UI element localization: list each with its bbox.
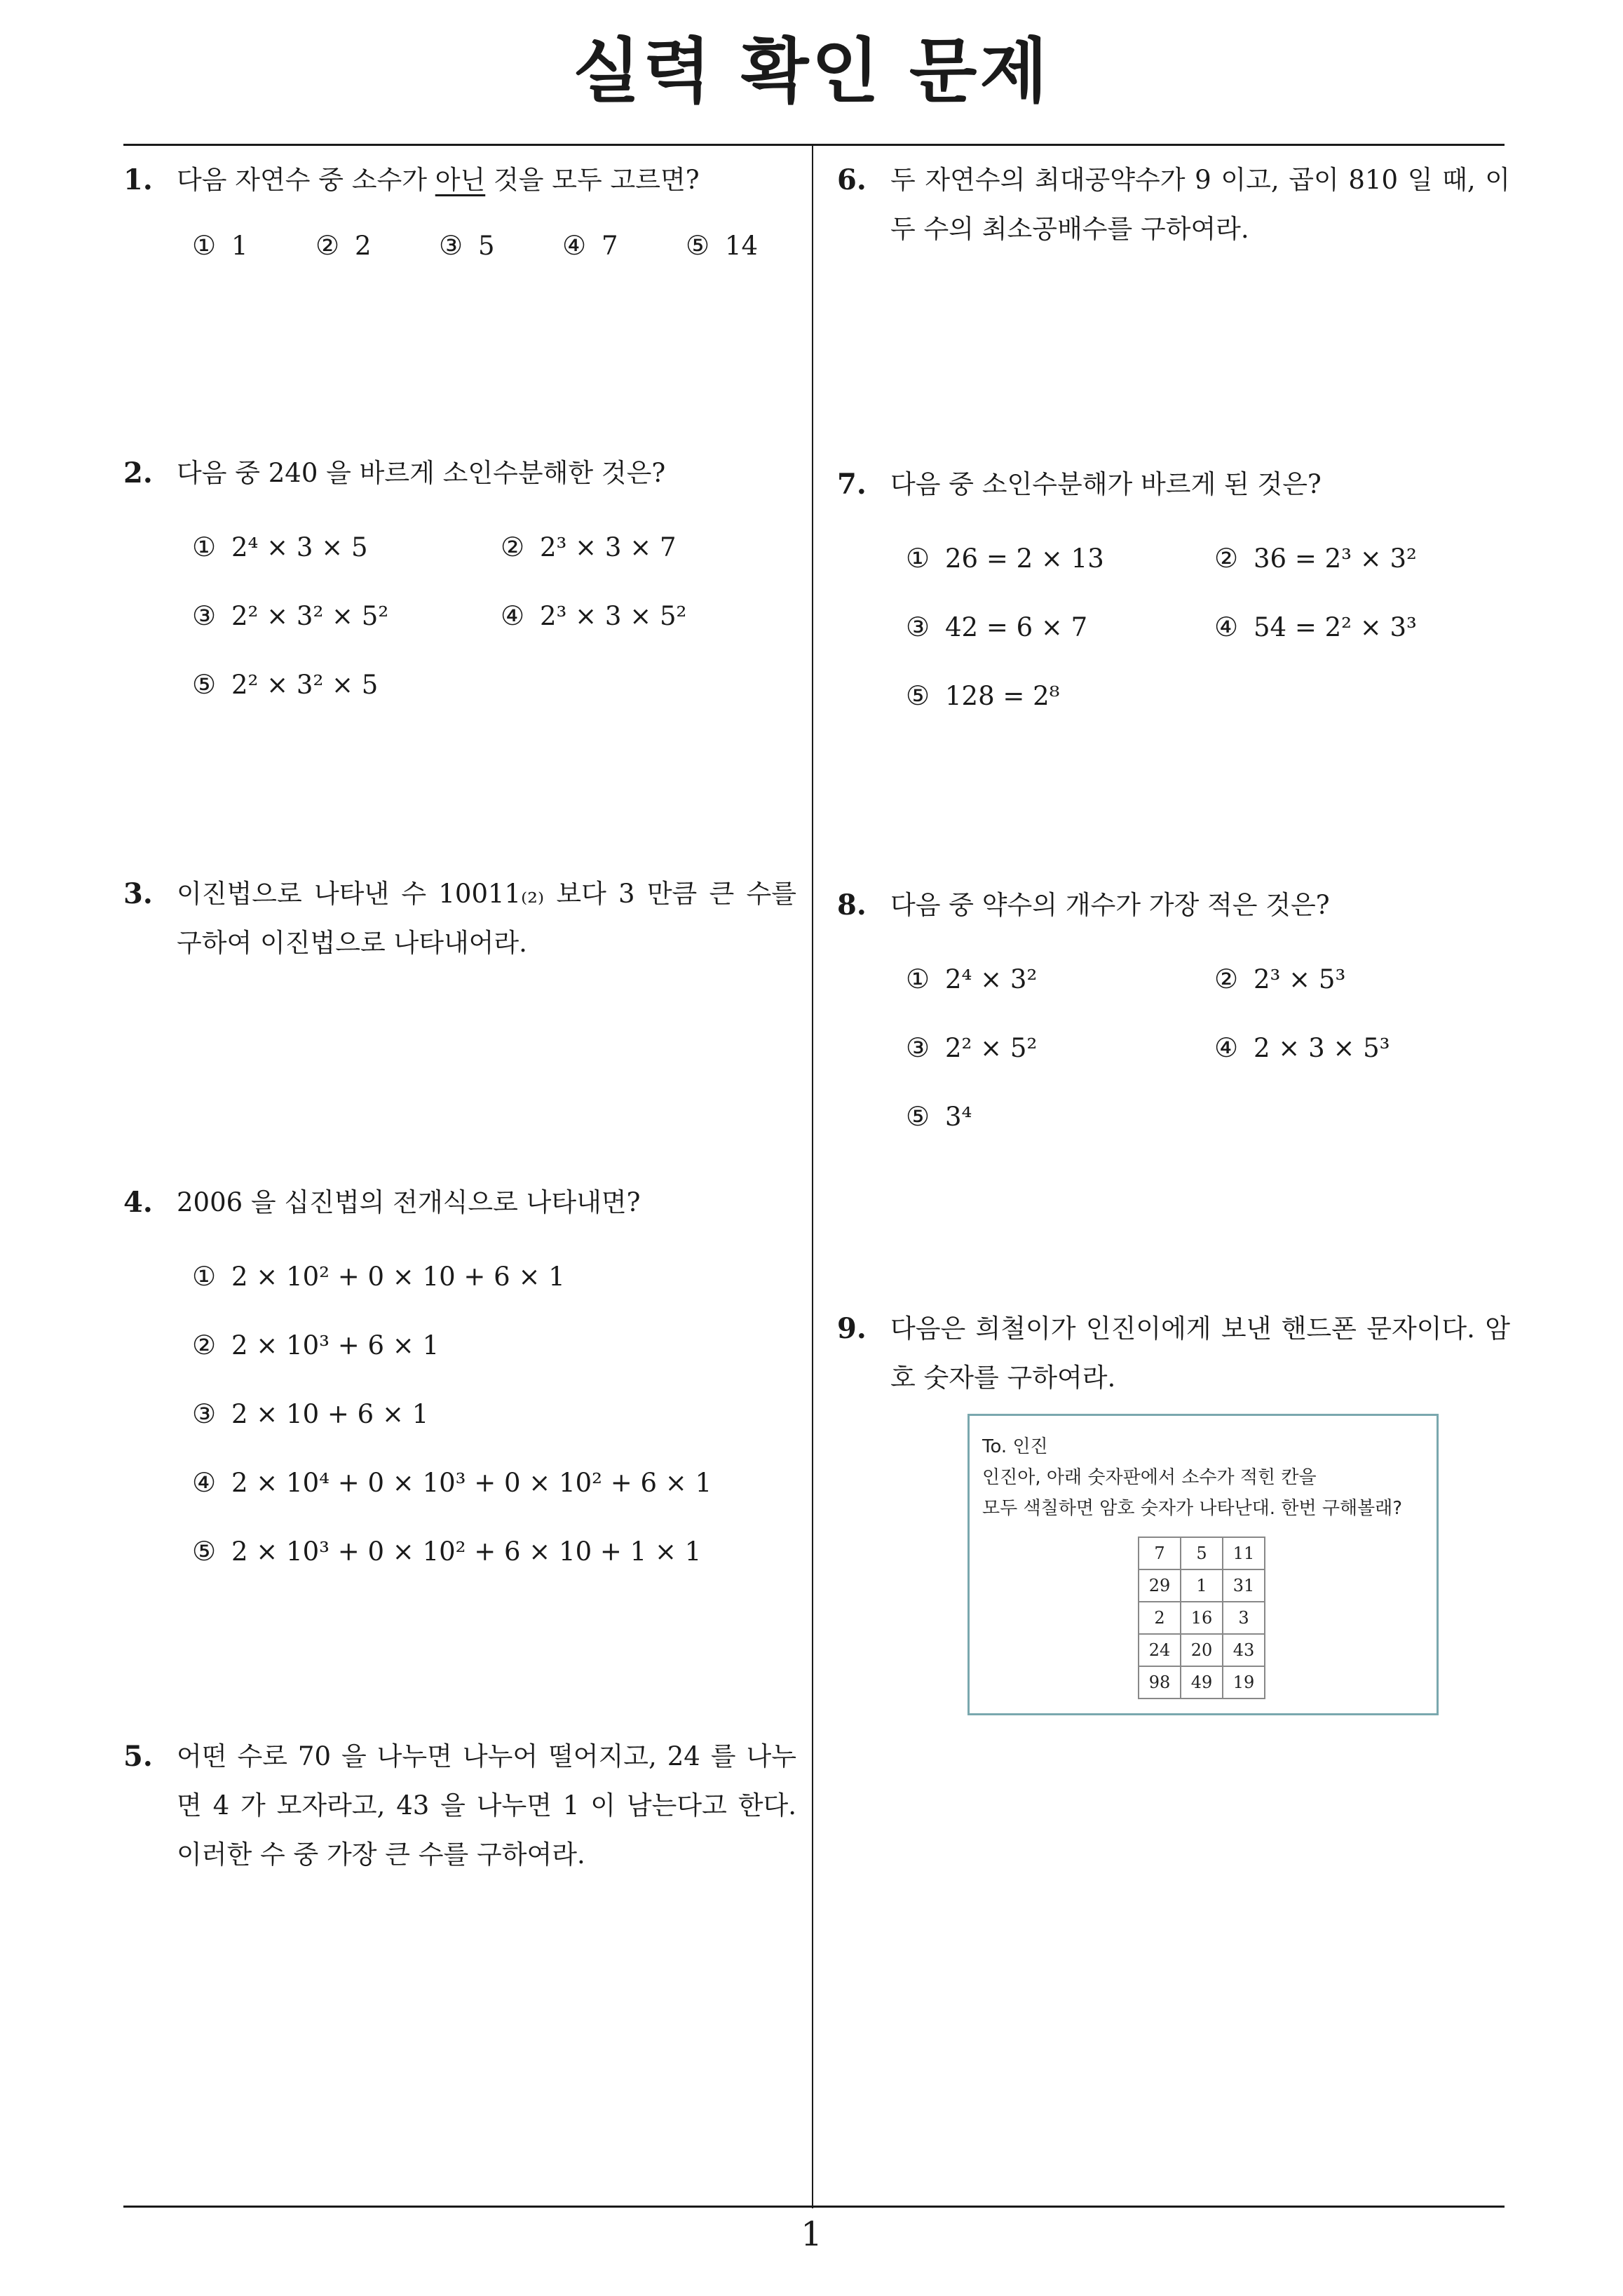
question-text: 다음 중 240 을 바르게 소인수분해한 것은? <box>177 458 666 488</box>
answer-option-2[interactable]: ② 2 <box>315 230 372 261</box>
question-text: 이진법으로 나타낸 수 10011₍₂₎ 보다 3 만큼 큰 수를 구하여 이진법으로 나타내어라. <box>177 879 796 958</box>
grid-cell: 31 <box>1223 1569 1265 1602</box>
grid-row <box>1139 1537 1265 1569</box>
question-2 <box>123 449 796 732</box>
answer-option-4[interactable]: ④ 54 = 2² × 3³ <box>1214 612 1417 642</box>
answer-options <box>906 958 1510 1164</box>
page-number: 1 <box>801 2215 822 2254</box>
question-8 <box>837 881 1510 1164</box>
question-number: 8. <box>837 889 867 921</box>
grid-cell: 29 <box>1139 1569 1181 1602</box>
answer-option-1[interactable]: ① 1 <box>192 230 248 261</box>
grid-cell: 3 <box>1223 1602 1265 1634</box>
grid-row <box>1139 1602 1265 1634</box>
answer-option-1[interactable]: ① 2⁴ × 3 × 5 <box>192 532 368 562</box>
answer-option-5[interactable]: ⑤ 2² × 3² × 5 <box>192 669 379 700</box>
message-line: 모두 색칠하면 암호 숫자가 나타난대. 한번 구해볼래? <box>982 1498 1403 1519</box>
underlined-word: 아닌 <box>435 165 486 195</box>
bottom-divider <box>123 2206 1505 2208</box>
grid-cell: 5 <box>1181 1537 1223 1569</box>
message-recipient: To. 인진 <box>982 1436 1048 1457</box>
answer-option-4[interactable]: ④ 2 × 3 × 5³ <box>1214 1032 1390 1063</box>
answer-option-3[interactable]: ③ 5 <box>439 230 495 261</box>
column-divider <box>812 145 813 2208</box>
answer-option-3[interactable]: ③ 42 = 6 × 7 <box>906 612 1088 642</box>
question-text: 다음 중 약수의 개수가 가장 적은 것은? <box>890 890 1330 920</box>
question-text: 다음 자연수 중 소수가 아닌 것을 모두 고르면? <box>177 165 700 195</box>
grid-cell: 49 <box>1181 1666 1223 1699</box>
question-1 <box>123 156 796 293</box>
grid-cell: 1 <box>1181 1569 1223 1602</box>
question-text: 다음은 희철이가 인진이에게 보낸 핸드폰 문자이다. 암호 숫자를 구하여라. <box>890 1314 1510 1393</box>
answer-option-1[interactable]: ① 2⁴ × 3² <box>906 964 1038 994</box>
answer-option-1[interactable]: ① 2 × 10² + 0 × 10 + 6 × 1 <box>192 1261 565 1292</box>
grid-cell: 7 <box>1139 1537 1181 1569</box>
answer-option-4[interactable]: ④ 2³ × 3 × 5² <box>501 600 687 631</box>
grid-cell: 2 <box>1139 1602 1181 1634</box>
answer-option-5[interactable]: ⑤ 3⁴ <box>906 1101 972 1132</box>
answer-option-4[interactable]: ④ 2 × 10⁴ + 0 × 10³ + 0 × 10² + 6 × 1 <box>192 1467 712 1498</box>
grid-cell: 24 <box>1139 1634 1181 1666</box>
question-number: 1. <box>123 163 153 196</box>
question-5 <box>123 1732 796 1879</box>
question-text: 어떤 수로 70 을 나누면 나누어 떨어지고, 24 를 나누면 4 가 모자라고, 43 을 나누면 1 이 남는다고 한다. 이러한 수 중 가장 큰 수를 구하여라. <box>177 1741 796 1870</box>
answer-options <box>192 526 796 732</box>
question-number: 6. <box>837 163 867 196</box>
answer-option-2[interactable]: ② 36 = 2³ × 3² <box>1214 543 1417 574</box>
question-text: 두 자연수의 최대공약수가 9 이고, 곱이 810 일 때, 이 두 수의 최소공배수를 구하여라. <box>890 165 1510 244</box>
grid-cell: 20 <box>1181 1634 1223 1666</box>
answer-option-5[interactable]: ⑤ 2 × 10³ + 0 × 10² + 6 × 10 + 1 × 1 <box>192 1536 702 1567</box>
question-4 <box>123 1178 796 1599</box>
answer-option-5[interactable]: ⑤ 128 = 2⁸ <box>906 680 1060 711</box>
answer-option-1[interactable]: ① 26 = 2 × 13 <box>906 543 1104 574</box>
answer-options <box>192 224 796 293</box>
question-3 <box>123 870 796 968</box>
grid-cell: 43 <box>1223 1634 1265 1666</box>
question-9 <box>837 1304 1510 1403</box>
answer-options <box>192 1255 796 1599</box>
grid-cell: 16 <box>1181 1602 1223 1634</box>
answer-option-3[interactable]: ③ 2 × 10 + 6 × 1 <box>192 1398 429 1429</box>
answer-options <box>906 537 1510 743</box>
question-text: 2006 을 십진법의 전개식으로 나타내면? <box>177 1187 641 1217</box>
grid-row <box>1139 1634 1265 1666</box>
grid-cell: 19 <box>1223 1666 1265 1699</box>
text-message-box <box>967 1414 1439 1715</box>
answer-option-3[interactable]: ③ 2² × 5² <box>906 1032 1038 1063</box>
message-line: 인진아, 아래 숫자판에서 소수가 적힌 칸을 <box>982 1467 1317 1488</box>
grid-cell: 98 <box>1139 1666 1181 1699</box>
question-6 <box>837 156 1510 254</box>
question-number: 7. <box>837 468 867 501</box>
answer-option-5[interactable]: ⑤ 14 <box>686 230 759 261</box>
question-7 <box>837 460 1510 743</box>
page-title: 실력 확인 문제 <box>572 30 1051 112</box>
question-text: 다음 중 소인수분해가 바르게 된 것은? <box>890 469 1322 499</box>
question-number: 2. <box>123 457 153 489</box>
grid-row <box>1139 1666 1265 1699</box>
answer-option-4[interactable]: ④ 7 <box>562 230 618 261</box>
answer-option-2[interactable]: ② 2 × 10³ + 6 × 1 <box>192 1330 440 1360</box>
grid-row <box>1139 1569 1265 1602</box>
question-number: 4. <box>123 1186 153 1219</box>
question-number: 9. <box>837 1312 867 1345</box>
top-divider <box>123 144 1505 146</box>
answer-option-2[interactable]: ② 2³ × 3 × 7 <box>501 532 677 562</box>
question-number: 5. <box>123 1740 153 1773</box>
number-grid <box>1138 1537 1265 1699</box>
answer-option-3[interactable]: ③ 2² × 3² × 5² <box>192 600 389 631</box>
grid-cell: 11 <box>1223 1537 1265 1569</box>
question-number: 3. <box>123 877 153 910</box>
answer-option-2[interactable]: ② 2³ × 5³ <box>1214 964 1346 994</box>
